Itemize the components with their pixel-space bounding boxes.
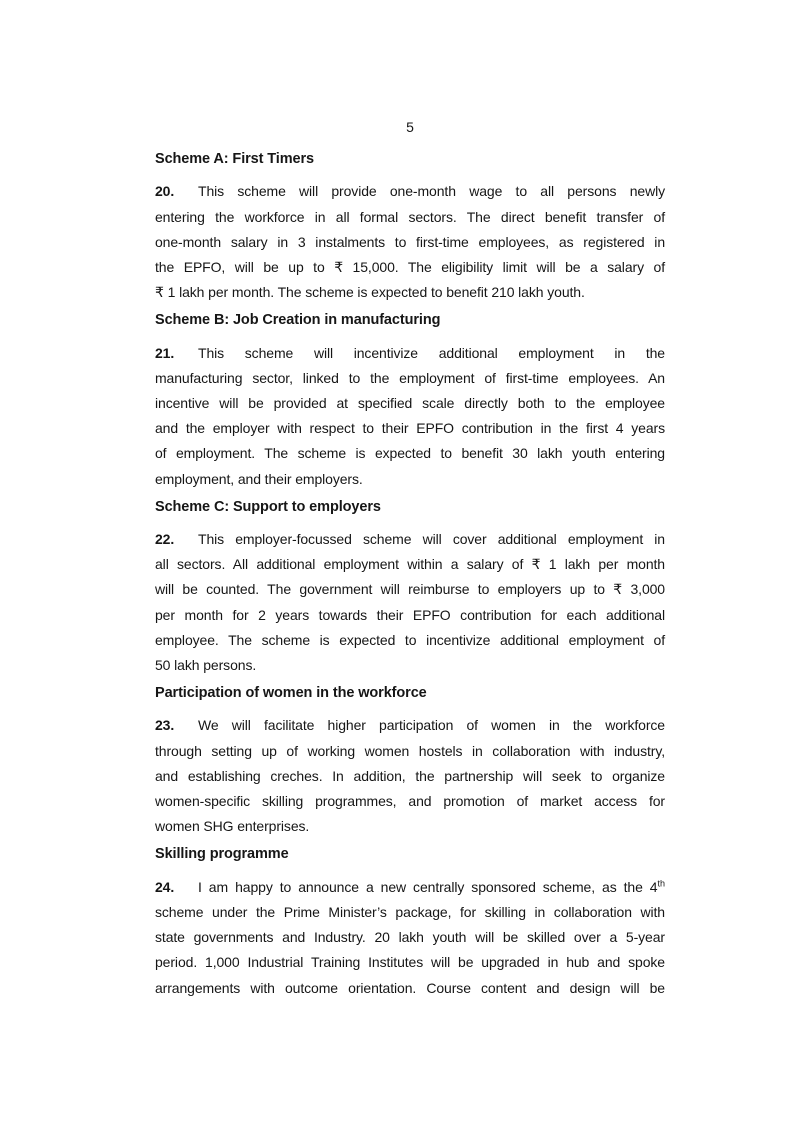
paragraph-number: 22. bbox=[155, 531, 175, 548]
text-line bbox=[155, 789, 665, 814]
text-segment: This employer-focussed scheme will cover additional employment in bbox=[198, 531, 665, 548]
text-line bbox=[155, 255, 665, 280]
text-line bbox=[155, 341, 665, 366]
section-heading: Scheme B: Job Creation in manufacturing bbox=[155, 312, 441, 329]
paragraph-number: 23. bbox=[155, 717, 175, 734]
text-line bbox=[155, 577, 665, 602]
paragraph bbox=[155, 341, 665, 492]
superscript-text: th bbox=[657, 878, 665, 889]
text-segment: will be counted. The government will reimburse to employers up to ₹ 3,000 bbox=[155, 581, 665, 598]
text-segment: We will facilitate higher participation of women in the workforce bbox=[198, 717, 665, 734]
text-line bbox=[155, 814, 665, 839]
text-segment: per month for 2 years towards their EPFO contribution for each additional bbox=[155, 606, 665, 623]
text-line bbox=[155, 179, 665, 204]
paragraph bbox=[155, 179, 665, 305]
text-line bbox=[155, 950, 665, 975]
text-segment: ₹ 1 lakh per month. The scheme is expected to benefit 210 lakh youth. bbox=[155, 284, 585, 301]
text-segment: arrangements with outcome orientation. Course content and design will be bbox=[155, 979, 665, 996]
section-heading: Scheme A: First Timers bbox=[155, 151, 314, 168]
text-segment: through setting up of working women hostels in collaboration with industry, bbox=[155, 742, 665, 759]
text-line bbox=[155, 416, 665, 441]
text-line bbox=[155, 552, 665, 577]
section-heading: Skilling programme bbox=[155, 846, 289, 863]
text-line bbox=[155, 366, 665, 391]
page-number: 5 bbox=[406, 119, 414, 135]
text-line bbox=[155, 875, 665, 900]
text-line bbox=[155, 976, 665, 1001]
section-heading: Participation of women in the workforce bbox=[155, 685, 427, 702]
text-line bbox=[155, 391, 665, 416]
text-line bbox=[155, 603, 665, 628]
paragraph bbox=[155, 713, 665, 839]
text-line bbox=[155, 900, 665, 925]
text-segment: This scheme will incentivize additional employment in the bbox=[198, 344, 665, 361]
text-segment: scheme under the Prime Minister’s package, for skilling in collaboration with bbox=[155, 903, 665, 920]
text-segment: state governments and Industry. 20 lakh youth will be skilled over a 5-year bbox=[155, 929, 665, 946]
text-line bbox=[155, 527, 665, 552]
text-segment: period. 1,000 Industrial Training Institutes will be upgraded in hub and spoke bbox=[155, 954, 665, 971]
text-line bbox=[155, 467, 665, 492]
text-segment: employment, and their employers. bbox=[155, 470, 363, 487]
text-segment: of employment. The scheme is expected to benefit 30 lakh youth entering bbox=[155, 445, 665, 462]
text-line bbox=[155, 764, 665, 789]
text-line bbox=[155, 205, 665, 230]
paragraph-number: 24. bbox=[155, 878, 175, 895]
text-segment: and the employer with respect to their EPFO contribution in the first 4 years bbox=[155, 420, 665, 437]
text-segment: 50 lakh persons. bbox=[155, 657, 257, 674]
section-heading: Scheme C: Support to employers bbox=[155, 498, 381, 515]
paragraph bbox=[155, 875, 665, 1001]
text-segment: the EPFO, will be up to ₹ 15,000. The eligibility limit will be a salary of bbox=[155, 259, 665, 276]
text-line bbox=[155, 230, 665, 255]
document-blocks bbox=[155, 147, 665, 1001]
text-line bbox=[155, 713, 665, 738]
text-line bbox=[155, 739, 665, 764]
text-segment: women SHG enterprises. bbox=[155, 818, 310, 835]
text-segment: I am happy to announce a new centrally sponsored scheme, as the 4 bbox=[198, 878, 658, 895]
text-segment: women-specific skilling programmes, and promotion of market access for bbox=[155, 793, 665, 810]
text-segment: employee. The scheme is expected to incentivize additional employment of bbox=[155, 631, 665, 648]
paragraph-number: 20. bbox=[155, 183, 175, 200]
text-segment: This scheme will provide one-month wage to all persons newly bbox=[198, 183, 665, 200]
text-line bbox=[155, 280, 665, 305]
text-line bbox=[155, 441, 665, 466]
text-line bbox=[155, 925, 665, 950]
text-segment: one-month salary in 3 instalments to first-time employees, as registered in bbox=[155, 233, 665, 250]
text-segment: all sectors. All additional employment within a salary of ₹ 1 lakh per month bbox=[155, 556, 665, 573]
text-segment: manufacturing sector, linked to the employment of first-time employees. An bbox=[155, 369, 665, 386]
paragraph-number: 21. bbox=[155, 344, 175, 361]
text-segment: entering the workforce in all formal sectors. The direct benefit transfer of bbox=[155, 208, 665, 225]
text-line bbox=[155, 628, 665, 653]
text-segment: incentive will be provided at specified scale directly both to the employee bbox=[155, 395, 665, 412]
paragraph bbox=[155, 527, 665, 678]
document-content bbox=[155, 115, 665, 1004]
text-segment: and establishing creches. In addition, the partnership will seek to organize bbox=[155, 767, 665, 784]
text-line bbox=[155, 653, 665, 678]
